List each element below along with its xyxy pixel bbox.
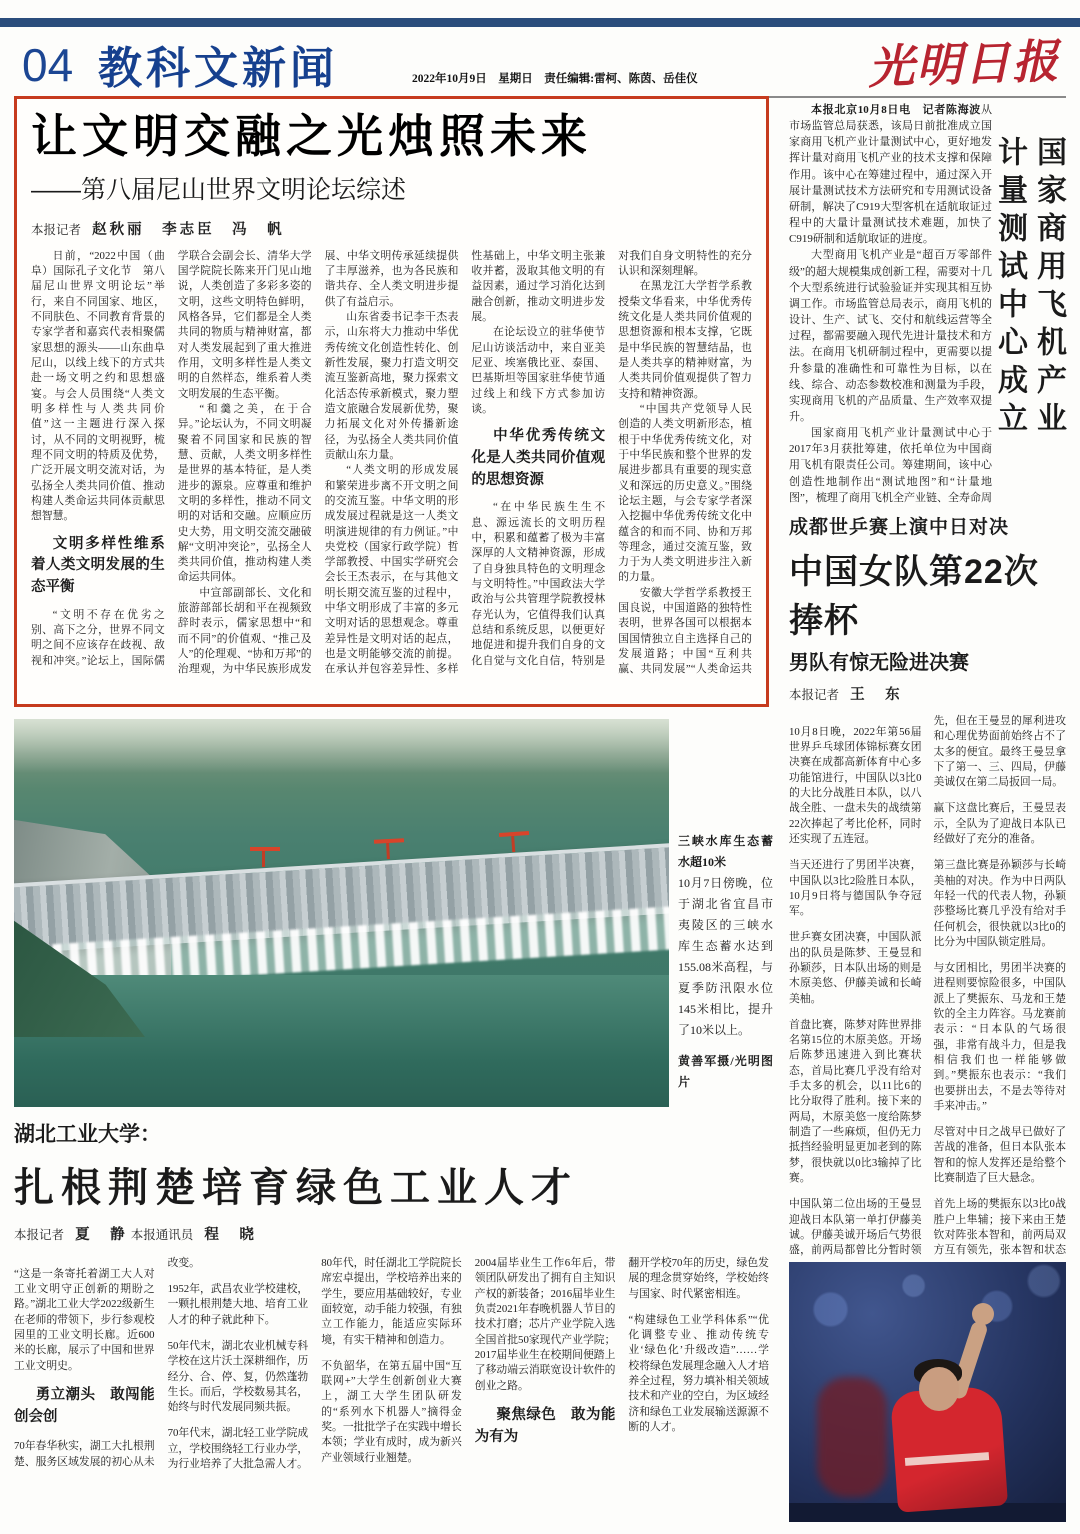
body-paragraph: 中宣部副部长、文化和旅游部部长胡和平在视频致辞时表示，儒家思想中“和而不同”的价值观、“推己及人”的伦理观、“协和万邦”的治理观，为中华民族形成发展、中华文明传承延续提供了丰厚滋养，也为各民族和谐共存、全人类文明进步提供了有益启示。 bbox=[177, 249, 459, 676]
hbut-body-columns bbox=[14, 1256, 769, 1508]
teammate-figure bbox=[817, 1377, 887, 1497]
plane-vertical-headline bbox=[990, 136, 1068, 488]
dateline-lead: 本报北京10月8日电 记者陈海波 bbox=[811, 104, 981, 116]
body-paragraph: “这是一条寄托着湖工大人对工业文明守正创新的期盼之路。”湖北工业大学2022级新生在老师的带领下，步行参观校园里的工业文明长廊。近600米的长廊，展示了中国和世界工业文明史。 bbox=[14, 1267, 155, 1372]
body-paragraph: “构建绿色工业学科体系”“优化调整专业、推动传统专业‘绿色化’升级改造”……学校将绿色发展理念融入人才培养全过程，努力填补相关领域技术和产业的空白，为区域经济和绿色工业发展输送源源不断的人才。 bbox=[628, 1313, 769, 1434]
hbut-headline: 扎根荆楚培育绿色工业人才 bbox=[14, 1166, 578, 1210]
byline-label: 本报记者 bbox=[31, 222, 82, 237]
body-paragraph: “在中华民族生生不息、源远流长的文明历程中，积累和蕴蓄了极为丰富深厚的人文精神资源，形成了自身独具特色的文明理念与文明特性。”中国政法大学政治与公共管理学院教授林存光认为，它值得我们认真总结和系统反思，以便更好地促进和提升我们自身的文化自觉与文化自信，特别是对我们自身文明特性的充分认识和深刻理解。 bbox=[471, 249, 752, 667]
body-paragraph: 2004届毕业生工作6年后，带领团队研发出了拥有自主知识产权的新装备；2016届毕业生负责2021年春晚机器人节目的技术打磨；芯片产业学院入选全国首批50家现代产业学院；2017届毕业生在校期间便踏上了移动端云消联宽设计软件的创业之路。 bbox=[474, 1257, 616, 1392]
tt-byline bbox=[789, 683, 1066, 704]
column-subhead: 勇立潮头 敢闯能创会创 bbox=[14, 1386, 155, 1425]
byline-label: 本报通讯员 bbox=[130, 1228, 194, 1242]
dam-photo-illustration bbox=[14, 719, 669, 1107]
tt-kicker: 成都世乒赛上演中日对决 bbox=[789, 517, 1010, 538]
body-paragraph: “和羹之美，在于合异。”论坛认为，不同文明凝聚着不同国家和民族的智慧、贡献，人类文明多样性是世界的基本特征，是人类进步的源泉。应尊重和维护文明的多样性，推动不同文明的对话和交融。应顺应历史大势，用文明交流交融破解“文明冲突论”，弘扬全人类共同价值，推动构建人类命运共同体。 bbox=[177, 402, 312, 584]
plane-paragraphs bbox=[789, 247, 992, 504]
tt-article bbox=[789, 512, 1066, 1522]
body-paragraph: 安徽大学哲学系教授王国良说，中国道路的独特性表明，世界各国可以根据本国国情独立自主选择自己的发展道路；中国“互利共赢、共同发展”“人类命运共 bbox=[618, 586, 752, 676]
crane-icon bbox=[499, 830, 529, 836]
lead-subtitle: ——第八届尼山世界文明论坛综述 bbox=[31, 175, 407, 204]
body-paragraph: 70年代末，湖北轻工业学院成立，学校围绕轻工行业办学，为行业培养了大批急需人才。 bbox=[167, 1427, 309, 1470]
body-paragraph: 1952年，武昌农业学校建校，一颗扎根荆楚大地、培育工业人才的种子就此种下。 bbox=[167, 1283, 309, 1326]
column-subhead: 聚焦绿色 敢为能为有为 bbox=[474, 1406, 616, 1445]
column-subhead: 中华优秀传统文化是人类共同价值观的思想资源 bbox=[471, 428, 606, 488]
body-paragraph: “中国共产党领导人民创造的人类文明新形态，植根于中华优秀传统文化，对于中华民族和整个世界的发展进步都具有重要的现实意义和深远的历史意义。”围绕论坛主题，与会专家学者深入挖掘中华优秀传统文化中蕴含的和而不同、协和万邦等理念，通过交流互鉴，致力于为人类文明进步注入新的力量。 bbox=[618, 402, 752, 584]
byline-label: 本报记者 bbox=[789, 688, 840, 702]
lead-paragraph-text: 从市场监管总局获悉，该局日前批准成立国家商用飞机产业计量测试中心，更好地发挥计量对商用飞机产业的技术支撑和保障作用。该中心在筹建过程中，通过深入开展计量测试技术方法研究和专用测试设备研制，解决了C919大型客机在适航取证过程中的大量计量测试技术难题，加快了C919研制和适航取证的进度。 bbox=[789, 104, 992, 246]
byline-names: 程 晓 bbox=[204, 1227, 257, 1243]
plane-body bbox=[789, 102, 992, 504]
body-paragraph: 中国队第二位出场的王曼昱迎战日本队第一单打伊藤美诚。伊藤美诚开场后气势很盛，前两局都曾比分暂时领先，但在王曼昱的犀利进攻和心理优势面前始终占不了太多的便宜。最终王曼昱拿下了第一、三、四局，伊藤美诚仅在第二局扳回一局。 bbox=[789, 715, 1066, 1257]
body-paragraph: 国家商用飞机产业计量测试中心于2017年3月获批筹建，依托单位为中国商用飞机有限责任公司。筹建期间，该中心创造性地制作出“测试地图”和“计量地图”，梳理了商用飞机全产业链、全寿命周 bbox=[789, 427, 992, 504]
date-line: 2022年10月9日 星期日 责任编辑:雷柯、陈茵、岳佳仪 bbox=[412, 73, 698, 85]
body-paragraph: 50年代末，湖北农业机械专科学校在这片沃土深耕细作，历经分、合、停、复，仍然蓬勃生长。而后，学校数易其名，始终与时代发展同频共振。 bbox=[167, 1339, 309, 1414]
body-paragraph: 第三盘比赛是孙颖莎与长崎美柚的对决。作为中日两队年轻一代的代表人物，孙颖莎整场比赛几乎没有给对手任何机会，很快就以3比0的比分为中国队锁定胜局。 bbox=[933, 859, 1066, 948]
body-paragraph: 山东省委书记李干杰表示，山东将大力推动中华优秀传统文化创造性转化、创新性发展，聚力打造文明交流互鉴新高地，聚力探索文化活态传承新模式，聚力塑造文旅融合发展新优势，聚力拓展文化对外传播新途径，为弘扬全人类共同价值贡献山东力量。 bbox=[324, 310, 459, 461]
page-number: 04 bbox=[22, 39, 74, 91]
crane-icon bbox=[374, 838, 404, 844]
player-fist bbox=[972, 1303, 994, 1325]
vertical-headline-line: 计量测试中心成立 bbox=[993, 136, 1026, 440]
lead-byline bbox=[31, 218, 752, 239]
body-paragraph: 世乒赛女团决赛，中国队派出的队员是陈梦、王曼昱和孙颖莎，日本队出场的则是木原美悠、伊藤美诚和长崎美柚。 bbox=[789, 931, 922, 1005]
body-paragraph: 赢下这盘比赛后，王曼昱表示，全队为了迎战日本队已经做好了充分的准备。 bbox=[933, 802, 1066, 846]
body-paragraph: 尽管对中日之战早已做好了苦战的准备，但日本队张本智和的惊人发挥还是给整个比赛制造了巨大悬念。 bbox=[933, 1126, 1066, 1185]
lead-headline: 让文明交融之光烛照未来 bbox=[31, 110, 592, 162]
plane-article bbox=[789, 98, 1066, 508]
body-paragraph: 在黑龙江大学哲学系教授柴文华看来，中华优秀传统文化是人类共同价值观的思想资源和根本支撑，它既是中华民族的智慧结晶，也是人类共享的精神财富，为人类共同价值观提供了智力支持和精神资源。 bbox=[618, 280, 752, 400]
masthead-logo: 光明日报 bbox=[867, 33, 1061, 95]
body-paragraph: 与女团相比，男团半决赛的进程则要惊险很多，中国队派上了樊振东、马龙和王楚钦的全主力阵容。马龙赛前表示：“日本队的气场很强，非常有战斗力，但是我相信我们也一样能够做到。”樊振东也表示：“我们也要拼出去，不是去等待对手来冲击。” bbox=[933, 961, 1066, 1112]
tt-body-columns bbox=[789, 714, 1066, 1262]
body-paragraph: 首先上场的樊振东以3比0战胜户上隼辅；接下来由王楚钦对阵张本智和，前两局双方互有领先，张本智和状态 bbox=[933, 1198, 1066, 1257]
body-paragraph: 在论坛设立的驻华使节尼山访谈活动中，来自亚美尼亚、埃塞俄比亚、泰国、巴基斯坦等国家驻华使节通过线上和线下方式参加访谈。 bbox=[471, 326, 606, 415]
lead-paragraph bbox=[789, 102, 992, 247]
byline-names: 夏 静 bbox=[75, 1227, 128, 1243]
header-rule-bar bbox=[0, 18, 1080, 27]
hbut-byline bbox=[14, 1223, 769, 1244]
hbut-article bbox=[14, 1118, 769, 1534]
body-paragraph: 首盘比赛，陈梦对阵世界排名第15位的木原美悠。开场后陈梦迅速进入到比赛状态，首局比赛几乎没有给对手太多的机会，以11比6的比分取得了胜利。接下来的两局，木原美悠一度给陈梦制造了一些麻烦，但仍无力抵挡经验明显更加老到的陈梦，很快就以0比3输掉了比赛。 bbox=[789, 1018, 922, 1185]
column-subhead: 文明多样性维系着人类文明发展的生态平衡 bbox=[31, 535, 165, 595]
body-paragraph: 翻开学校70年的历史，绿色发展的理念贯穿始终，学校始终与国家、时代紧密相连。 bbox=[628, 1257, 769, 1300]
body-paragraph: 日前，“2022中国（曲阜）国际孔子文化节 第八届尼山世界文明论坛”举行，来自不同国家、地区，不同肤色、不同教育背景的专家学者和嘉宾代表相聚儒家思想的源头——山东曲阜尼山，以线上线下的方式共赴一场文明之约和思想盛宴。与会人员围绕“人类文明多样性与人类共同价值”这一主题进行深入探讨，从不同的文明视野，梳理不同文明的特质及优势，广泛开展文明交流对话，为弘扬全人类共同价值、推动构建人类命运共同体贡献思想智慧。 bbox=[31, 249, 165, 523]
hbut-kicker: 湖北工业大学： bbox=[14, 1123, 161, 1146]
body-paragraph: “人类文明的形成发展和繁荣进步离不开文明之间的交流互鉴。中华文明的形成发展过程就是这一人类文明演进规律的有力例证。”中央党校（国家行政学院）哲学部教授、中国实学研究会会长王杰表示，在与其他文明长期交流互鉴的过程中，中华文明形成了丰富的多元文明对话的思想观念。尊重差异性是文明对话的起点，也是文明能够交流的前提。在承认并包容差异性、多样性基础上，中华文明主张兼收并蓄，汲取其他文明的有益因素，通过学习消化达到融合创新，推动文明进步发展。 bbox=[324, 249, 606, 676]
tt-deck: 男队有惊无险进决赛 bbox=[789, 652, 969, 674]
section-title: 教科文新闻 bbox=[98, 44, 338, 93]
tt-headline: 中国女队第22次捧杯 bbox=[789, 553, 1039, 640]
body-paragraph: 80年代，时任湖北工学院院长席宏卓提出，学校培养出来的学生，要应用基础较好，专业面较宽，动手能力较强，有独立工作能力，能适应实际环境，有实干精神和创造力。 bbox=[321, 1257, 462, 1346]
caption-body: 10月7日傍晚，位于湖北省宜昌市夷陵区的三峡水库生态蓄水达到155.08米高程，与夏季防汛限水位145米相比，提升了10米以上。 bbox=[678, 876, 773, 1037]
tt-photo-illustration bbox=[789, 1262, 1066, 1522]
byline-label: 本报记者 bbox=[14, 1228, 65, 1242]
dam-photo-caption bbox=[678, 719, 773, 1107]
body-paragraph: 大型商用飞机产业是“超百万零部件级”的超大规模集成创新工程，需要对十几个大型系统进行试验验证并实现其相互协调工作。市场监管总局表示，商用飞机的设计、生产、试飞、交付和航线运营等全过程，都需要融入现代先进计量技术和方法。在商用飞机研制过程中，更需要以提升参量的准确性和可靠性为目标，以在线、综合、动态参数校准和测量为手段，实现商用飞机的产品质量、生产效率双提升。 bbox=[789, 249, 992, 423]
caption-credit: 黄善军摄/光明图片 bbox=[678, 1054, 773, 1089]
body-paragraph: 70年春华秋实，湖工大扎根荆楚、服务区域发展的初心从未改变。 bbox=[14, 1257, 200, 1468]
haze-overlay bbox=[14, 719, 669, 773]
body-paragraph: 10月8日晚，2022年第56届世界乒乓球团体锦标赛女团决赛在成都高新体育中心多功能馆进行，中国队以3比0的大比分战胜日本队，以八战全胜、一盘未失的战绩第22次捧起了考比伦杯，同时还实现了五连冠。 bbox=[789, 725, 922, 846]
byline-names: 赵秋丽 李志臣 冯 帆 bbox=[92, 221, 285, 238]
caption-title: 三峡水库生态蓄水超10米 bbox=[678, 834, 773, 869]
crane-icon bbox=[250, 847, 280, 851]
body-paragraph: 当天还进行了男团半决赛，中国队以3比2险胜日本队，10月9日将与德国队争夺冠军。 bbox=[789, 859, 922, 918]
lead-article bbox=[14, 96, 769, 707]
body-paragraph: “文明不存在优劣之别、高下之分，世界不同文明之间不应该存在歧视、敌视和冲突。”论坛上，国际儒学联合会副会长、清华大学国学院院长陈来开门见山地说，人类创造了多彩多姿的文明，这些文明特色鲜明，风格各异，它们都是全人类共同的物质与精神财富，都对人类发展起到了重大推进作用，文明多样性是人类文明的自然样态，维系着人类文明发展的生态平衡。 bbox=[31, 249, 312, 667]
lead-body-columns bbox=[31, 249, 752, 681]
vertical-headline-line: 国家商用飞机产业 bbox=[1032, 136, 1065, 440]
byline-names: 王 东 bbox=[850, 687, 903, 703]
body-paragraph: 不负韶华，在第五届中国“互联网+”大学生创新创业大赛上，湖工大学生团队研发的“系列水下机器人”摘得金奖。一批批学子在实践中增长本领；学业有成时，成为新兴产业领域行业翘楚。 bbox=[321, 1359, 462, 1464]
